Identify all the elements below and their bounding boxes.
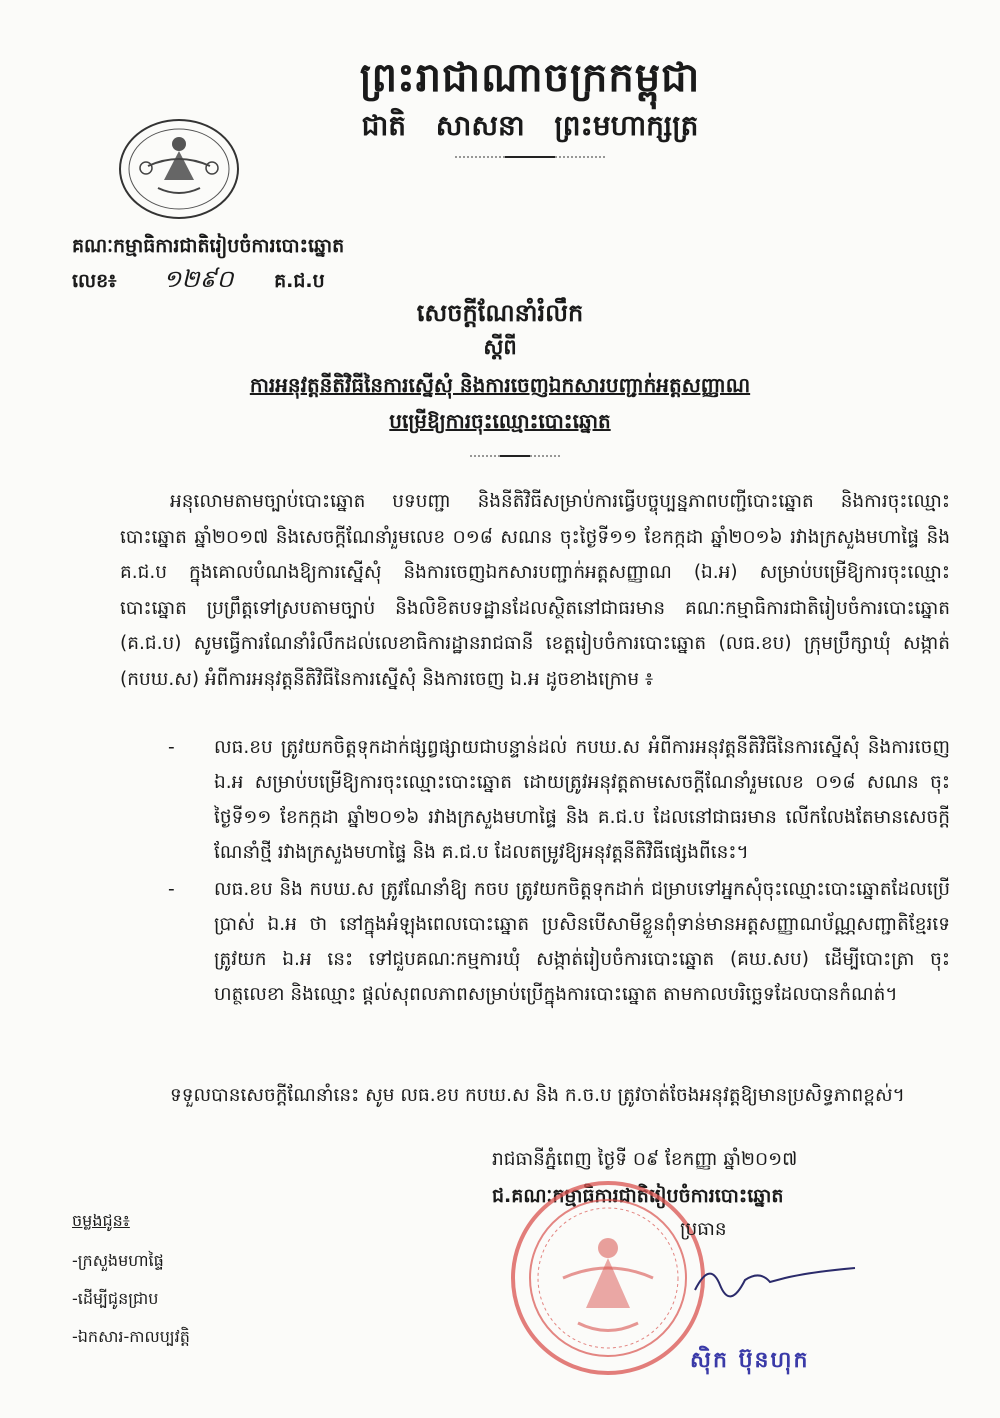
list-item (120, 872, 950, 1012)
list-item-text: លធ.ខប និង កបឃ.ស ត្រូវណែនាំឱ្យ កចប ត្រូវយកចិត្តទុកដាក់ ជម្រាបទៅអ្នកសុំចុះឈ្មោះបោះឆ្នោតដែលប្រើប្រាស់ ឯ.អ ថា នៅក្នុងអំឡុងពេលបោះឆ្នោត ប្រសិនបើសាមីខ្លួនពុំទាន់មានអត្តសញ្ញាណប័ណ្ណសញ្ជាតិខ្មែរទេ ត្រូវយក ឯ.អ នេះ ទៅជួបគណៈកម្មការឃុំ សង្កាត់រៀបចំការបោះឆ្នោត (គឃ.សប) ដើម្បីបោះត្រា ចុះហត្ថលេខា និងឈ្មោះ ផ្តល់សុពលភាពសម្រាប់ប្រើក្នុងការបោះឆ្នោត តាមកាលបរិច្ឆេទដែលបានកំណត់។ (214, 879, 950, 1005)
closing-text: ទទួលបានសេចក្តីណែនាំនេះ សូម លធ.ខប កបឃ.ស និង ក.ច.ប ត្រូវចាត់ចែងអនុវត្តឱ្យមានប្រសិទ្ធភាពខ្ពស់។ (170, 1085, 905, 1106)
kingdom-title: ព្រះរាជាណាចក្រកម្ពុជា (359, 54, 701, 101)
cc-item: -ដើម្បីជូនជ្រាប (72, 1289, 159, 1308)
document-type: សេចក្តីណែនាំរំលឹក (416, 299, 584, 327)
list-item (120, 730, 950, 870)
subject-line-1: ការអនុវត្តនីតិវិធីនៃការស្នើសុំ និងការចេញឯកសារបញ្ជាក់អត្តសញ្ញាណ (249, 373, 751, 397)
cc-list (72, 1242, 190, 1356)
signatory-title: ប្រធាន (680, 1219, 727, 1240)
body-paragraph-text: អនុលោមតាមច្បាប់បោះឆ្នោត បទបញ្ជា និងនីតិវិធីសម្រាប់ការធ្វើបច្ចុប្បន្នភាពបញ្ជីបោះឆ្នោត និងការចុះឈ្មោះបោះឆ្នោត ឆ្នាំ២០១៧ និងសេចក្តីណែនាំរួមលេខ ០១៨ សណន ចុះថ្ងៃទី១១ ខែកក្កដា ឆ្នាំ២០១៦ រវាងក្រសួងមហាផ្ទៃ និង គ.ជ.ប ក្នុងគោលបំណងឱ្យការស្នើសុំ និងការចេញឯកសារបញ្ជាក់អត្តសញ្ញាណ (ឯ.អ) សម្រាប់បម្រើឱ្យការចុះឈ្មោះបោះឆ្នោត ប្រព្រឹត្តទៅស្របតាមច្បាប់ និងលិខិតបទដ្ឋានដែលស្ថិតនៅជាធរមាន គណៈកម្មាធិការជាតិរៀបចំការបោះឆ្នោត (គ.ជ.ប) សូមធ្វើការណែនាំរំលឹកដល់លេខាធិការដ្ឋានរាជធានី ខេត្តរៀបចំការបោះឆ្នោត (លធ.ខប) ក្រុមប្រឹក្សាឃុំ សង្កាត់ (កបឃ.ស) អំពីការអនុវត្តនីតិវិធីនៃការស្នើសុំ និងការចេញ ឯ.អ ដូចខាងក្រោម ៖ (120, 491, 950, 690)
instruction-list (120, 730, 950, 1014)
committee-emblem-icon (118, 118, 240, 220)
signatory-name: ស៊ិក ប៊ុនហុក (690, 1348, 810, 1373)
subject-line-2: បម្រើឱ្យការចុះឈ្មោះបោះឆ្នោត (389, 409, 611, 433)
closing-paragraph (120, 1078, 950, 1113)
title-ornament-divider (470, 452, 560, 460)
reference-unit: គ.ជ.ប (274, 270, 325, 292)
reference-number: ១២៩០ (163, 265, 234, 293)
signature-date: រាជធានីភ្នំពេញ ថ្ងៃទី ០៩ ខែកញ្ញា ឆ្នាំ២០១៧ (492, 1149, 798, 1170)
handwritten-signature-icon (690, 1250, 860, 1310)
list-item-text: លធ.ខប ត្រូវយកចិត្តទុកដាក់ផ្សព្វផ្សាយជាបន្ទាន់ដល់ កបឃ.ស អំពីការអនុវត្តនីតិវិធីនៃការស្នើសុំ និងការចេញ ឯ.អ សម្រាប់បម្រើឱ្យការចុះឈ្មោះបោះឆ្នោត ដោយត្រូវអនុវត្តតាមសេចក្តីណែនាំរួមលេខ ០១៨ សណន ចុះថ្ងៃទី១១ ខែកក្កដា ឆ្នាំ២០១៦ រវាងក្រសួងមហាផ្ទៃ និង គ.ជ.ប ដែលនៅជាធរមាន លើកលែងតែមានសេចក្តីណែនាំថ្មី រវាងក្រសួងមហាផ្ទៃ និង គ.ជ.ប ដែលតម្រូវឱ្យអនុវត្តនីតិវិធីផ្សេងពីនេះ។ (214, 737, 950, 863)
issuer-organization: គណៈកម្មាធិការជាតិរៀបចំការបោះឆ្នោត (72, 235, 345, 257)
reference-label: លេខ៖ (72, 270, 117, 292)
national-motto: ជាតិ សាសនា ព្រះមហាក្សត្រ (361, 109, 699, 142)
cc-title: ចម្លងជូន៖ (72, 1211, 130, 1230)
header-ornament-divider (455, 152, 605, 162)
reference-line (72, 264, 325, 299)
concerning-label: ស្តីពី (483, 335, 517, 359)
signature-organization: ជ.គណៈកម្មាធិការជាតិរៀបចំការបោះឆ្នោត (492, 1185, 784, 1207)
body-paragraph (120, 484, 950, 697)
cc-item: -ក្រសួងមហាផ្ទៃ (72, 1251, 164, 1270)
cc-item: -ឯកសារ-កាលប្បវត្តិ (72, 1327, 190, 1346)
official-stamp-icon (508, 1178, 708, 1378)
